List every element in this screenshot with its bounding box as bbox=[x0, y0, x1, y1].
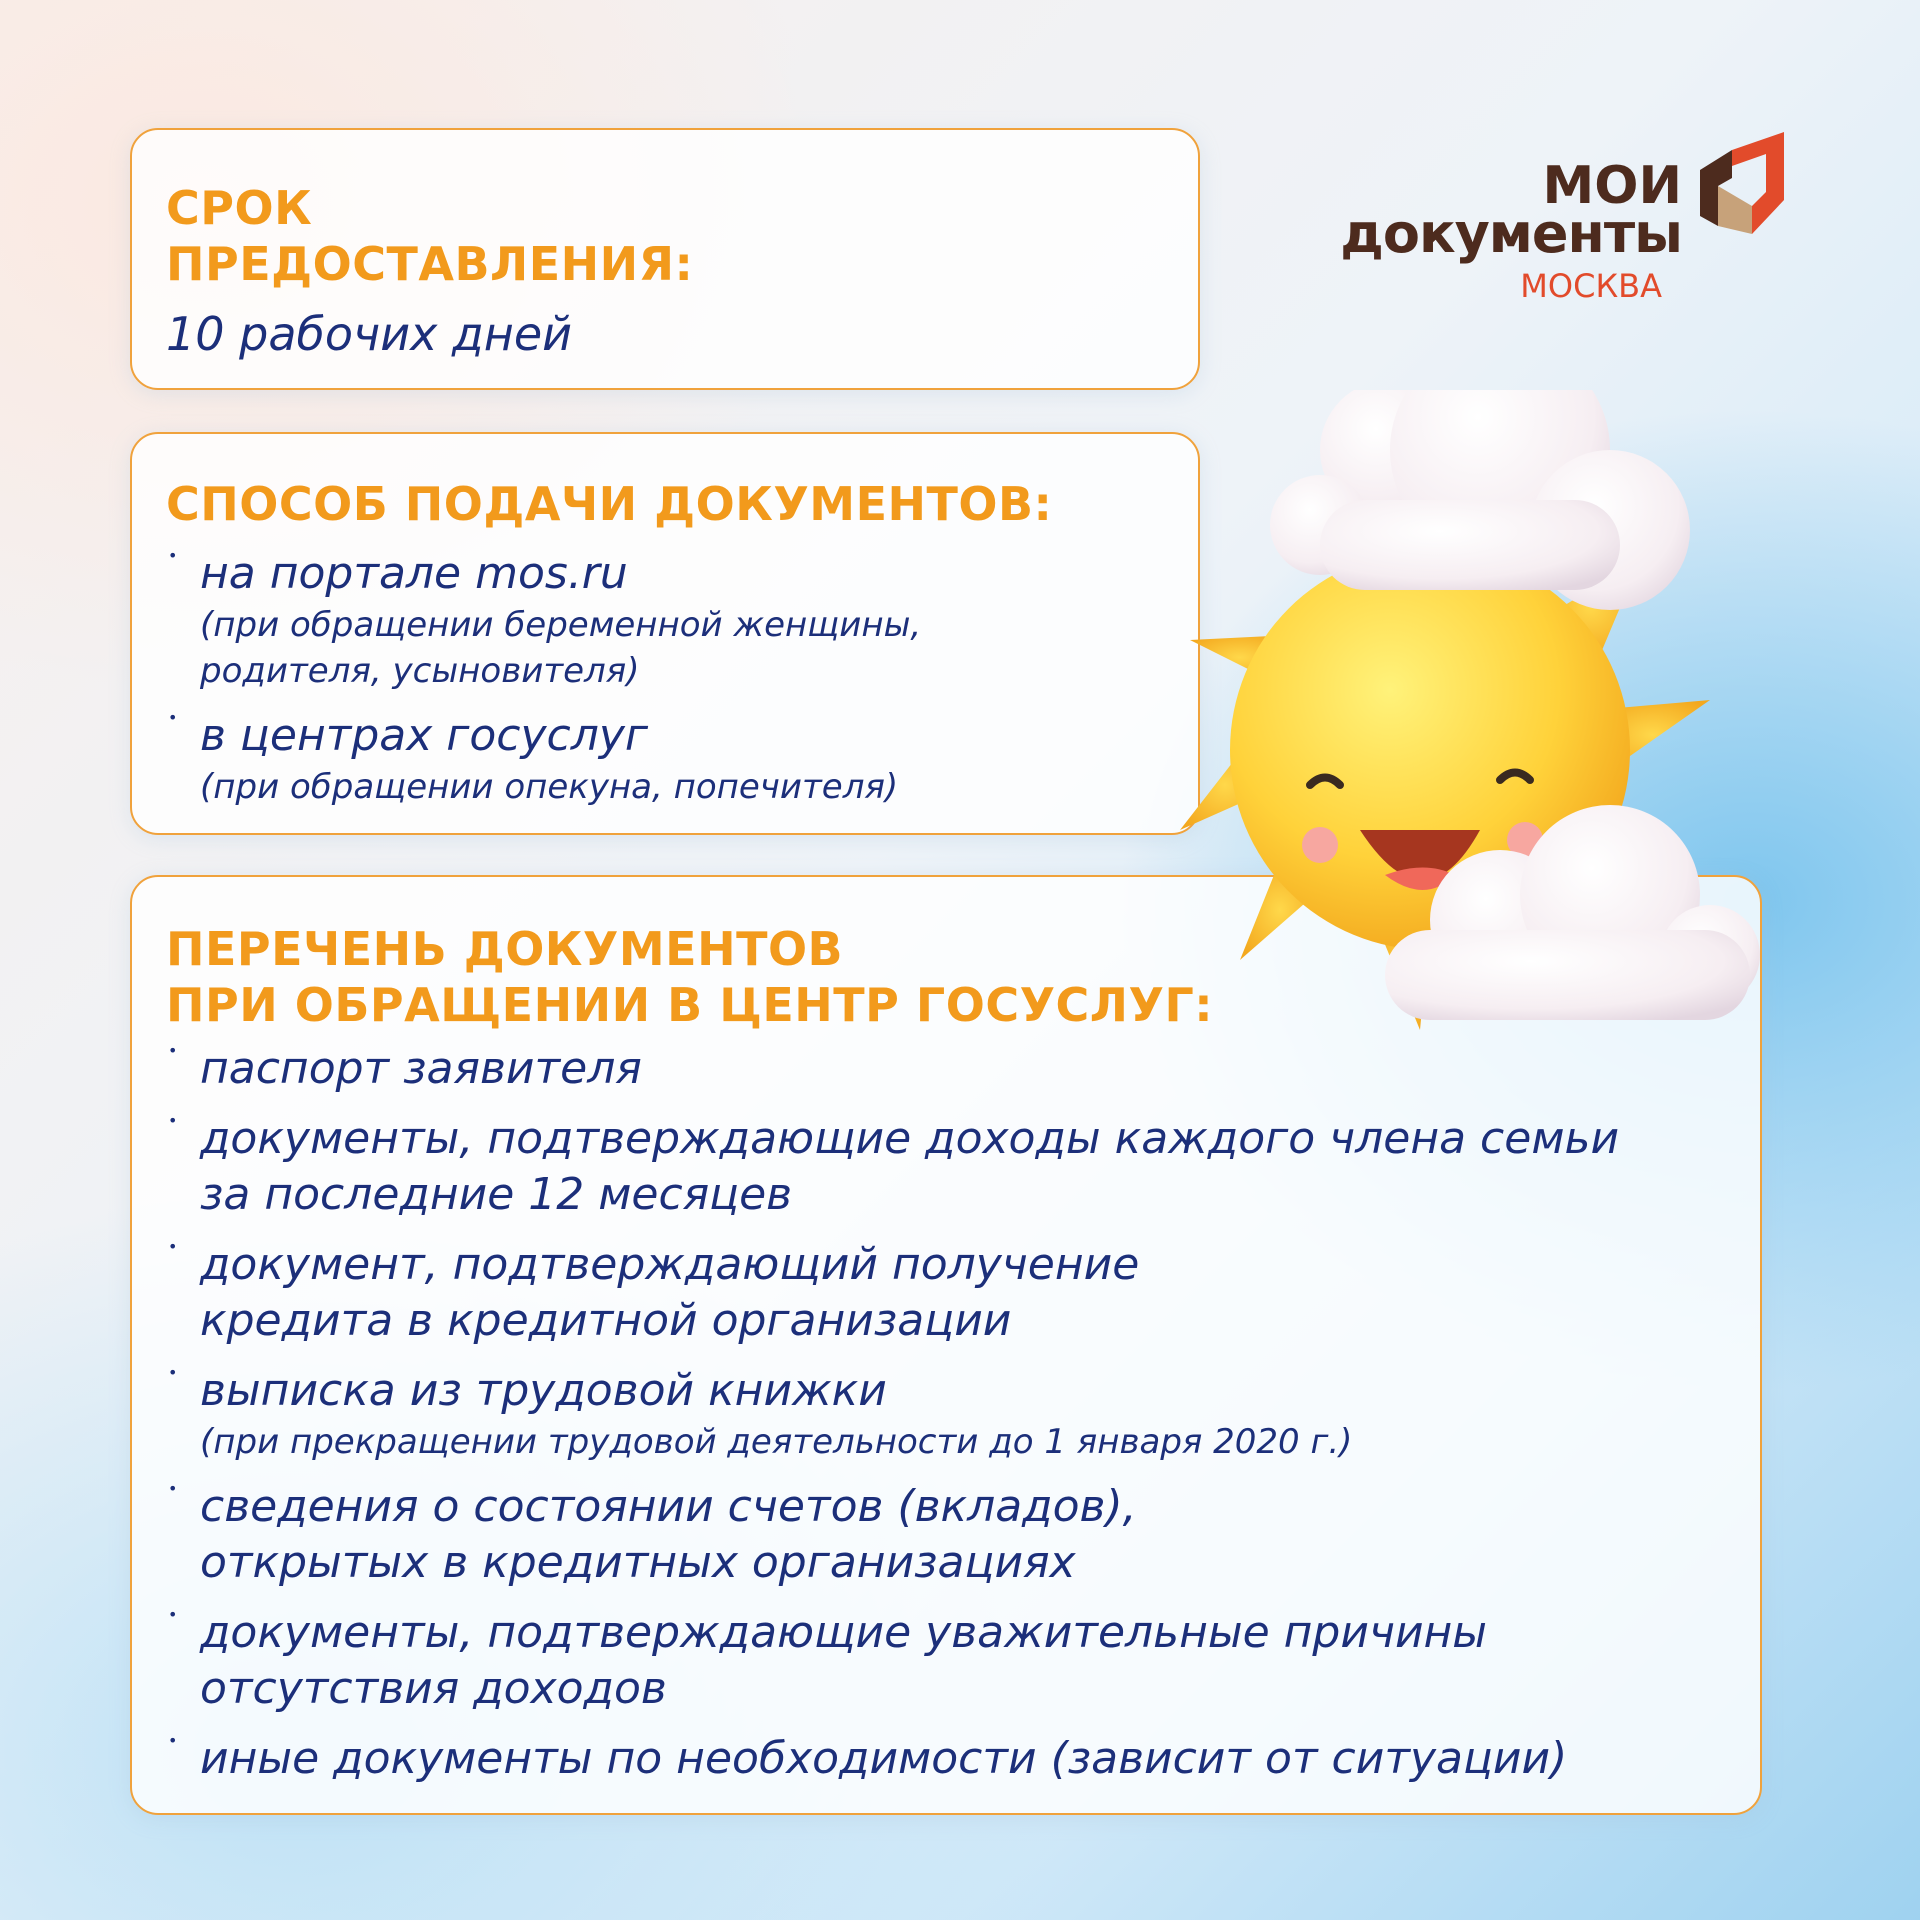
main-line: • выписка из трудовой книжки bbox=[200, 1365, 887, 1416]
logo-city: МОСКВА bbox=[1520, 267, 1662, 305]
list-item bbox=[166, 1237, 1740, 1349]
logo-mark-icon bbox=[1692, 130, 1792, 250]
list-item-main bbox=[200, 1605, 1740, 1717]
main-line: отсутствия доходов bbox=[200, 1663, 667, 1714]
main-line: • документы, подтверждающие доходы каждого члена семьи bbox=[200, 1113, 1620, 1164]
main-line: • документ, подтверждающий получение bbox=[200, 1239, 1140, 1290]
brand-logo bbox=[1340, 130, 1810, 310]
list-item-main: • на портале mos.ru bbox=[200, 548, 628, 599]
note-line: (при обращении беременной женщины, bbox=[200, 605, 922, 645]
term-heading bbox=[166, 180, 693, 292]
method-list bbox=[166, 546, 1178, 810]
term-heading-line: ПРЕДОСТАВЛЕНИЯ: bbox=[166, 237, 694, 291]
note-line: (при обращении опекуна, попечителя) bbox=[200, 767, 899, 807]
list-item bbox=[166, 546, 1178, 694]
main-line: за последние 12 месяцев bbox=[200, 1169, 793, 1220]
list-item-main bbox=[200, 1237, 1740, 1349]
list-item-note bbox=[200, 764, 1178, 810]
list-item bbox=[166, 1731, 1740, 1787]
term-heading-line: СРОК bbox=[166, 181, 313, 235]
method-card bbox=[130, 432, 1200, 835]
term-value: 10 рабочих дней bbox=[166, 307, 573, 361]
list-item-main bbox=[200, 1731, 1740, 1787]
list-item-main bbox=[200, 1479, 1740, 1591]
list-item bbox=[166, 1363, 1740, 1465]
documents-list bbox=[166, 1041, 1740, 1787]
documents-heading-line: ПРИ ОБРАЩЕНИИ В ЦЕНТР ГОСУСЛУГ: bbox=[166, 978, 1214, 1032]
note-line: родителя, усыновителя) bbox=[200, 651, 640, 691]
list-item-note bbox=[200, 602, 1178, 694]
main-line: • сведения о состоянии счетов (вкладов), bbox=[200, 1481, 1137, 1532]
documents-heading bbox=[166, 921, 1213, 1033]
main-line: • иные документы по необходимости (зависит от ситуации) bbox=[200, 1733, 1568, 1784]
list-item-note bbox=[200, 1419, 1740, 1465]
logo-line1: МОИ bbox=[1542, 156, 1682, 216]
smiling-sun-illustration-icon bbox=[1170, 390, 1770, 1090]
list-item bbox=[166, 1111, 1740, 1223]
main-line: • документы, подтверждающие уважительные причины bbox=[200, 1607, 1488, 1658]
list-item-main bbox=[200, 1363, 1740, 1419]
method-heading: СПОСОБ ПОДАЧИ ДОКУМЕНТОВ: bbox=[166, 477, 1053, 531]
term-card bbox=[130, 128, 1200, 390]
list-item-main bbox=[200, 1111, 1740, 1223]
list-item-main: • в центрах госуслуг bbox=[200, 710, 648, 761]
logo-line2: документы bbox=[1340, 202, 1682, 265]
documents-heading-line: ПЕРЕЧЕНЬ ДОКУМЕНТОВ bbox=[166, 922, 844, 976]
list-item bbox=[166, 1605, 1740, 1717]
main-line: открытых в кредитных организациях bbox=[200, 1537, 1076, 1588]
main-line: кредита в кредитной организации bbox=[200, 1295, 1012, 1346]
note-line: (при прекращении трудовой деятельности до 1 января 2020 г.) bbox=[200, 1422, 1353, 1462]
list-item bbox=[166, 1479, 1740, 1591]
main-line: • паспорт заявителя bbox=[200, 1043, 642, 1094]
list-item bbox=[166, 708, 1178, 810]
